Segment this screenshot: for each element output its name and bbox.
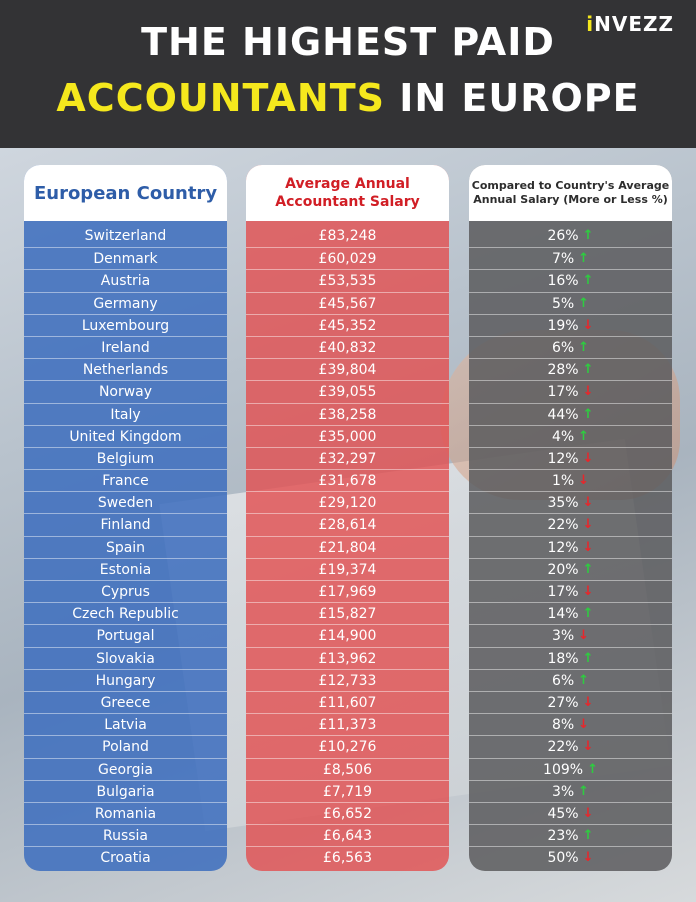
- compare-value-group: [547, 381, 593, 403]
- salary-column-header: [246, 165, 449, 221]
- compare-percent: 7%: [551, 251, 575, 268]
- compare-cell: [469, 802, 672, 824]
- compare-cell: [469, 403, 672, 425]
- title-rest: IN EUROPE: [399, 76, 640, 120]
- compare-value-group: [552, 625, 589, 647]
- compare-cell: [469, 380, 672, 402]
- compare-percent: 6%: [551, 672, 575, 689]
- arrow-down-icon: ↓: [578, 473, 590, 489]
- compare-cell: [469, 758, 672, 780]
- country-cell: Netherlands: [24, 358, 227, 380]
- compare-percent: 27%: [547, 694, 579, 711]
- compare-value-group: [547, 270, 593, 292]
- compare-cell: [469, 713, 672, 735]
- arrow-up-icon: ↑: [582, 606, 594, 622]
- compare-cell: [469, 513, 672, 535]
- compare-percent: 16%: [547, 273, 579, 290]
- compare-cell: [469, 735, 672, 757]
- country-header-label: European Country: [33, 182, 218, 204]
- compare-rows: [469, 225, 672, 868]
- compare-value-group: [552, 426, 589, 448]
- compare-cell: [469, 691, 672, 713]
- country-cell: Spain: [24, 536, 227, 558]
- country-cell: Romania: [24, 802, 227, 824]
- compare-cell: [469, 314, 672, 336]
- compare-percent: 3%: [551, 628, 575, 645]
- compare-percent: 109%: [543, 761, 584, 778]
- country-cell: Croatia: [24, 846, 227, 868]
- country-rows: [24, 225, 227, 868]
- compare-cell: [469, 358, 672, 380]
- compare-cell: [469, 846, 672, 868]
- header-banner: [0, 0, 696, 148]
- compare-percent: 22%: [547, 517, 579, 534]
- arrow-down-icon: ↓: [582, 805, 594, 821]
- arrow-down-icon: ↓: [578, 628, 590, 644]
- compare-value-group: [547, 448, 593, 470]
- country-cell: Austria: [24, 269, 227, 291]
- salary-cell: £39,804: [246, 358, 449, 380]
- compare-value-group: [547, 736, 593, 758]
- compare-cell: [469, 491, 672, 513]
- salary-cell: £6,643: [246, 824, 449, 846]
- invezz-logo: [586, 12, 674, 36]
- compare-value-group: [552, 670, 589, 692]
- compare-value-group: [547, 559, 593, 581]
- salary-cell: £12,733: [246, 669, 449, 691]
- country-column: [24, 165, 227, 871]
- country-cell: Portugal: [24, 624, 227, 646]
- country-cell: Belgium: [24, 447, 227, 469]
- arrow-down-icon: ↓: [582, 694, 594, 710]
- country-cell: Russia: [24, 824, 227, 846]
- salary-cell: £39,055: [246, 380, 449, 402]
- compare-cell: [469, 336, 672, 358]
- compare-percent: 44%: [547, 406, 579, 423]
- compare-percent: 35%: [547, 495, 579, 512]
- salary-cell: £17,969: [246, 580, 449, 602]
- arrow-down-icon: ↓: [582, 517, 594, 533]
- compare-cell: [469, 447, 672, 469]
- compare-cell: [469, 669, 672, 691]
- compare-value-group: [547, 847, 593, 869]
- compare-cell: [469, 247, 672, 269]
- salary-cell: £32,297: [246, 447, 449, 469]
- compare-cell: [469, 558, 672, 580]
- compare-percent: 23%: [547, 828, 579, 845]
- country-cell: Luxembourg: [24, 314, 227, 336]
- salary-cell: £15,827: [246, 602, 449, 624]
- compare-value-group: [547, 514, 593, 536]
- compare-percent: 1%: [551, 473, 575, 490]
- salary-cell: £45,352: [246, 314, 449, 336]
- compare-value-group: [547, 692, 593, 714]
- salary-rows: [246, 225, 449, 868]
- country-cell: Estonia: [24, 558, 227, 580]
- compare-value-group: [547, 492, 593, 514]
- compare-value-group: [547, 803, 593, 825]
- compare-value-group: [543, 759, 598, 781]
- compare-value-group: [552, 470, 589, 492]
- salary-cell: £60,029: [246, 247, 449, 269]
- compare-value-group: [547, 315, 593, 337]
- country-cell: Sweden: [24, 491, 227, 513]
- title-line-2: [0, 76, 696, 120]
- arrow-up-icon: ↑: [582, 406, 594, 422]
- title-line-1: THE HIGHEST PAID: [141, 20, 555, 64]
- compare-cell: [469, 647, 672, 669]
- compare-value-group: [547, 225, 593, 247]
- salary-cell: £6,652: [246, 802, 449, 824]
- compare-percent: 17%: [547, 584, 579, 600]
- compare-cell: [469, 292, 672, 314]
- compare-value-group: [547, 581, 593, 603]
- salary-cell: £28,614: [246, 513, 449, 535]
- compare-percent: 3%: [551, 783, 575, 800]
- arrow-down-icon: ↓: [582, 584, 594, 599]
- salary-cell: £45,567: [246, 292, 449, 314]
- arrow-up-icon: ↑: [582, 828, 594, 844]
- country-cell: Georgia: [24, 758, 227, 780]
- country-cell: Czech Republic: [24, 602, 227, 624]
- compare-percent: 26%: [547, 228, 579, 244]
- compare-percent: 50%: [547, 850, 579, 867]
- country-cell: Cyprus: [24, 580, 227, 602]
- compare-cell: [469, 824, 672, 846]
- salary-cell: £14,900: [246, 624, 449, 646]
- salary-cell: £11,607: [246, 691, 449, 713]
- arrow-up-icon: ↑: [582, 561, 594, 577]
- salary-cell: £11,373: [246, 713, 449, 735]
- compare-column-header: [469, 165, 672, 221]
- arrow-down-icon: ↓: [582, 384, 594, 400]
- compare-cell: [469, 469, 672, 491]
- compare-value-group: [547, 648, 593, 670]
- country-cell: United Kingdom: [24, 425, 227, 447]
- arrow-up-icon: ↑: [582, 650, 594, 666]
- country-cell: Denmark: [24, 247, 227, 269]
- arrow-down-icon: ↓: [582, 450, 594, 466]
- arrow-up-icon: ↑: [582, 273, 594, 289]
- country-cell: Hungary: [24, 669, 227, 691]
- country-cell: Latvia: [24, 713, 227, 735]
- country-cell: Ireland: [24, 336, 227, 358]
- arrow-down-icon: ↓: [582, 739, 594, 755]
- country-cell: Bulgaria: [24, 780, 227, 802]
- logo-mark: i: [586, 12, 595, 36]
- compare-cell: [469, 780, 672, 802]
- arrow-up-icon: ↑: [587, 761, 598, 777]
- salary-column: [246, 165, 449, 871]
- compare-value-group: [552, 293, 589, 315]
- compare-percent: 45%: [547, 805, 579, 822]
- compare-cell: [469, 624, 672, 646]
- country-cell: Switzerland: [84, 228, 167, 244]
- salary-cell: £13,962: [246, 647, 449, 669]
- salary-cell: £38,258: [246, 403, 449, 425]
- compare-percent: 20%: [547, 561, 579, 578]
- arrow-up-icon: ↑: [582, 228, 594, 243]
- compare-percent: 4%: [551, 428, 575, 445]
- compare-value-group: [547, 603, 593, 625]
- country-cell: Germany: [24, 292, 227, 314]
- compare-percent: 14%: [547, 606, 579, 623]
- title-highlight: ACCOUNTANTS: [56, 76, 386, 120]
- compare-cell: [469, 225, 672, 247]
- compare-percent: 12%: [547, 450, 579, 467]
- country-cell: Greece: [24, 691, 227, 713]
- compare-percent: 17%: [547, 384, 579, 401]
- compare-percent: 8%: [551, 717, 575, 734]
- compare-value-group: [547, 359, 593, 381]
- compare-cell: [469, 536, 672, 558]
- salary-cell: £8,506: [246, 758, 449, 780]
- salary-cell: £35,000: [246, 425, 449, 447]
- compare-percent: 19%: [547, 317, 579, 334]
- compare-percent: 5%: [551, 295, 575, 312]
- compare-cell: [469, 269, 672, 291]
- compare-percent: 6%: [551, 339, 575, 356]
- arrow-down-icon: ↓: [582, 539, 594, 555]
- compare-value-group: [552, 248, 589, 270]
- compare-value-group: [547, 404, 593, 426]
- arrow-up-icon: ↑: [578, 339, 590, 355]
- logo-text: NVEZZ: [594, 12, 674, 36]
- country-cell: Poland: [24, 735, 227, 757]
- country-cell: Slovakia: [24, 647, 227, 669]
- arrow-up-icon: ↑: [578, 428, 590, 444]
- compare-percent: 18%: [547, 650, 579, 667]
- salary-cell: £53,535: [246, 269, 449, 291]
- salary-cell: £7,719: [246, 780, 449, 802]
- compare-value-group: [547, 537, 593, 559]
- arrow-down-icon: ↓: [582, 850, 594, 866]
- country-cell: France: [24, 469, 227, 491]
- compare-percent: 28%: [547, 362, 579, 379]
- arrow-up-icon: ↑: [578, 295, 590, 311]
- arrow-up-icon: ↑: [578, 251, 590, 267]
- country-column-header: [24, 165, 227, 221]
- country-cell: Finland: [24, 513, 227, 535]
- arrow-down-icon: ↓: [578, 717, 590, 733]
- arrow-up-icon: ↑: [582, 362, 594, 378]
- salary-cell: £10,276: [246, 735, 449, 757]
- compare-cell: [469, 602, 672, 624]
- country-cell: Italy: [24, 403, 227, 425]
- compare-percent: 12%: [547, 539, 579, 556]
- salary-cell: £31,678: [246, 469, 449, 491]
- compare-percent: 22%: [547, 739, 579, 756]
- salary-cell: £40,832: [246, 336, 449, 358]
- compare-cell: [469, 425, 672, 447]
- arrow-up-icon: ↑: [578, 783, 590, 799]
- salary-cell: £83,248: [318, 228, 377, 244]
- compare-value-group: [552, 337, 589, 359]
- country-cell: Norway: [24, 380, 227, 402]
- compare-header-label: Compared to Country's Average Annual Salary (More or Less %): [471, 179, 670, 206]
- compare-value-group: [552, 781, 589, 803]
- compare-cell: [469, 580, 672, 602]
- salary-cell: £29,120: [246, 491, 449, 513]
- arrow-up-icon: ↑: [578, 672, 590, 688]
- compare-value-group: [552, 714, 589, 736]
- arrow-down-icon: ↓: [582, 495, 594, 511]
- salary-cell: £21,804: [246, 536, 449, 558]
- arrow-down-icon: ↓: [582, 317, 594, 333]
- compare-column: [469, 165, 672, 871]
- salary-cell: £19,374: [246, 558, 449, 580]
- salary-header-label: Average Annual Accountant Salary: [275, 176, 420, 210]
- compare-value-group: [547, 825, 593, 847]
- salary-cell: £6,563: [246, 846, 449, 868]
